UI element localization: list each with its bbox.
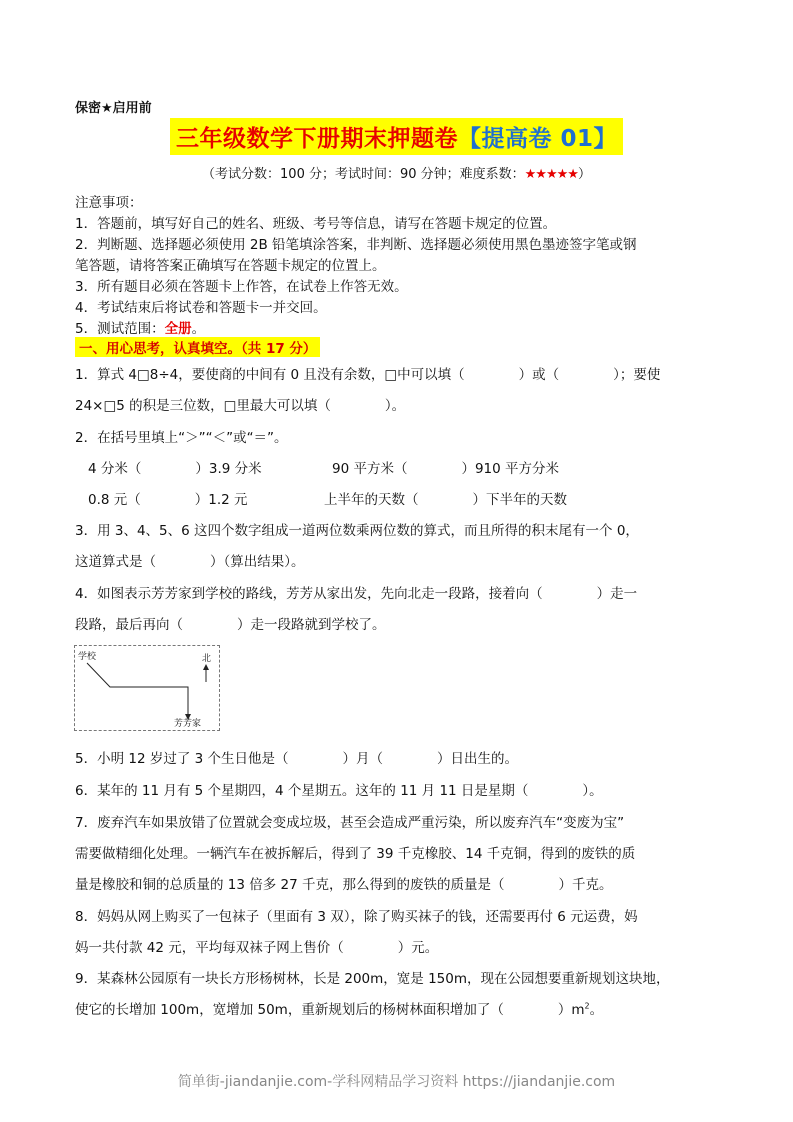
question-4-line-1: 4．如图表示芳芳家到学校的路线，芳芳从家出发，先向北走一段路，接着向（ ）走一 <box>75 586 638 602</box>
question-1-line-1: 1．算式 4□8÷4，要使商的中间有 0 且没有余数，□中可以填（ ）或（ ）；要使 <box>75 367 661 383</box>
notice-item-3: 3．所有题目必须在答题卡上作答，在试卷上作答无效。 <box>75 279 408 295</box>
scope-suffix: 。 <box>191 321 206 337</box>
question-2-item-b1: 0.8 元（ ）1.2 元 <box>88 492 248 508</box>
notice-item-4: 4．考试结束后将试卷和答题卡一并交回。 <box>75 300 327 316</box>
notice-item-2-cont: 笔答题，请将答案正确填写在答题卡规定的位置上。 <box>75 258 386 274</box>
question-3-line-2: 这道算式是（ ）（算出结果）。 <box>75 554 305 570</box>
section-heading: 一、用心思考，认真填空。（共 17 分） <box>75 337 320 357</box>
route-figure <box>74 645 220 731</box>
subtitle-prefix: （考试分数：100 分；考试时间：90 分钟；难度系数： <box>202 167 525 182</box>
question-2-item-b2: 上半年的天数（ ）下半年的天数 <box>324 492 567 508</box>
question-4-line-2: 段路，最后再向（ ）走一段路就到学校了。 <box>75 617 386 633</box>
title-main: 三年级数学下册期末押题卷 <box>175 126 458 152</box>
question-8-line-2: 妈一共付款 42 元，平均每双袜子网上售价（ ）元。 <box>75 940 439 956</box>
question-7-line-1: 7．废弃汽车如果放错了位置就会变成垃圾，甚至会造成严重污染，所以废弃汽车“变废为宝” <box>75 815 625 831</box>
question-3-line-1: 3．用 3、4、5、6 这四个数字组成一道两位数乘两位数的算式，而且所得的积末尾有一个 0， <box>75 523 639 539</box>
question-9-end: 。 <box>589 1002 604 1018</box>
question-8-line-1: 8．妈妈从网上购买了一包袜子（里面有 3 双），除了购买袜子的钱，还需要再付 6 元运费，妈 <box>75 909 638 925</box>
footer-watermark: 简单街-jiandanjie.com-学科网精品学习资料 https://jiandanjie.com <box>177 1074 616 1090</box>
confidential-label: 保密★启用前 <box>75 101 152 116</box>
question-2-item-a1: 4 分米（ ）3.9 分米 <box>88 461 262 477</box>
question-1-line-2: 24×□5 的积是三位数，□里最大可以填（ ）。 <box>75 398 406 414</box>
difficulty-stars: ★★★★★ <box>524 167 578 182</box>
scope-prefix: 5．测试范围： <box>75 321 165 337</box>
question-2-item-a2: 90 平方米（ ）910 平方分米 <box>332 461 560 477</box>
figure-north-label: 北 <box>202 654 212 664</box>
question-6: 6．某年的 11 月有 5 个星期四，4 个星期五。这年的 11 月 11 日是星期（ ）。 <box>75 783 603 799</box>
question-9-line-1: 9．某森林公园原有一块长方形杨树林，长是 200m，宽是 150m，现在公园想要重新规划这块地， <box>75 971 670 987</box>
notice-heading: 注意事项： <box>75 195 143 211</box>
question-9-text: 使它的长增加 100m，宽增加 50m，重新规划后的杨树林面积增加了（ ）m <box>75 1002 585 1018</box>
exam-subtitle <box>0 163 793 182</box>
question-7-line-2: 需要做精细化处理。一辆汽车在被拆解后，得到了 39 千克橡胶、14 千克铜，得到的废铁的质 <box>75 846 636 862</box>
title-row <box>0 118 793 155</box>
notice-item-2: 2．判断题、选择题必须使用 2B 铅笔填涂答案，非判断、选择题必须使用黑色墨迹签字笔或钢 <box>75 237 637 253</box>
figure-school-label: 学校 <box>78 652 97 662</box>
subtitle-suffix: ） <box>577 167 591 182</box>
square-unit-superscript: 2 <box>584 1001 590 1011</box>
notice-item-1: 1．答题前，填写好自己的姓名、班级、考号等信息，请写在答题卡规定的位置。 <box>75 216 557 232</box>
question-2: 2．在括号里填上“＞”“＜”或“＝”。 <box>75 430 288 446</box>
question-5: 5．小明 12 岁过了 3 个生日他是（ ）月（ ）日出生的。 <box>75 751 519 767</box>
notice-item-5 <box>75 317 205 337</box>
figure-home-label: 芳芳家 <box>174 719 202 729</box>
question-9-line-2 <box>75 998 603 1018</box>
scope-value: 全册 <box>164 321 192 337</box>
title-tag: 【提高卷 01】 <box>457 126 617 152</box>
question-7-line-3: 量是橡胶和铜的总质量的 13 倍多 27 千克，那么得到的废铁的质量是（ ）千克。 <box>75 877 613 893</box>
exam-title <box>170 118 623 155</box>
